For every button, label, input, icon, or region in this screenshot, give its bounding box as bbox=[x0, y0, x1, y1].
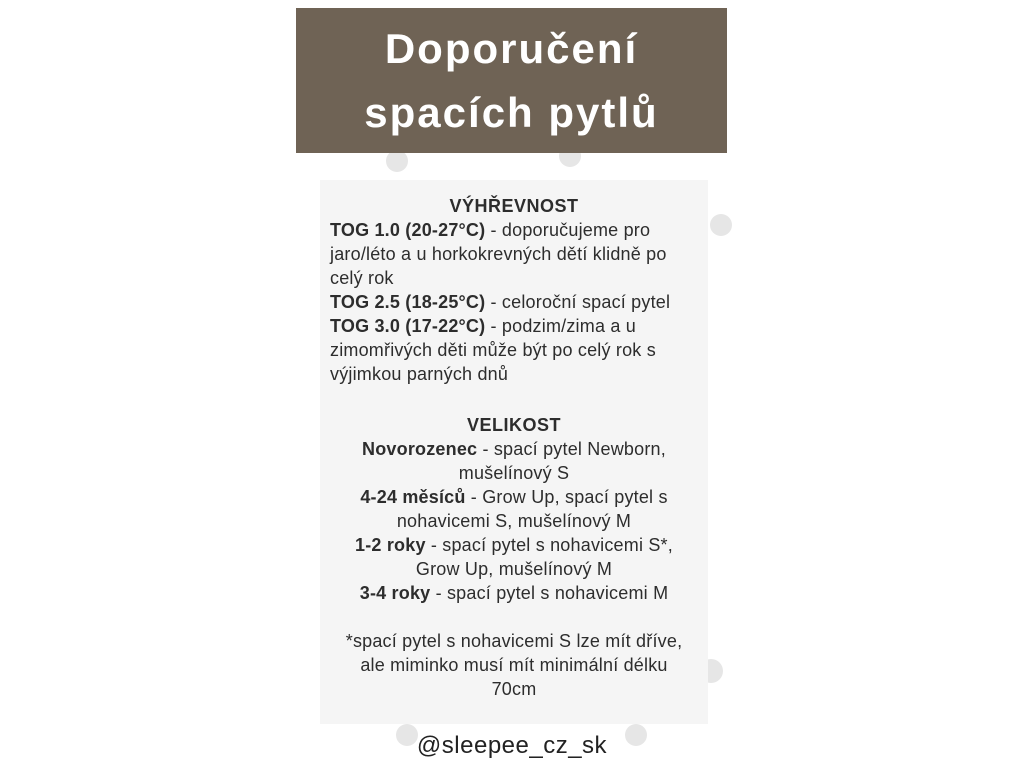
background-dot bbox=[710, 214, 732, 236]
title-line-1: Doporučení bbox=[384, 24, 639, 72]
section-velikost bbox=[330, 413, 698, 605]
text-line: TOG 3.0 (17-22°C) - podzim/zima a u bbox=[330, 316, 636, 336]
footnote-line: *spací pytel s nohavicemi S lze mít dříve, bbox=[345, 631, 683, 651]
text-line: celý rok bbox=[330, 268, 394, 288]
title-banner bbox=[296, 8, 727, 153]
text-line: jaro/léto a u horkokrevných dětí klidně po bbox=[330, 244, 667, 264]
title-line-2: spacích pytlů bbox=[364, 88, 659, 136]
instagram-handle: @sleepee_cz_sk bbox=[416, 732, 608, 759]
section-heading: VELIKOST bbox=[466, 415, 561, 435]
text-line: 3-4 roky - spací pytel s nohavicemi M bbox=[359, 583, 669, 603]
footnote bbox=[330, 629, 698, 701]
footnote-line: 70cm bbox=[491, 679, 537, 699]
text-line: zimomřivých děti může být po celý rok s bbox=[330, 340, 656, 360]
text-line: 1-2 roky - spací pytel s nohavicemi S*, bbox=[355, 535, 673, 555]
text-line: Grow Up, mušelínový M bbox=[415, 559, 613, 579]
text-line: TOG 2.5 (18-25°C) - celoroční spací pytel bbox=[330, 292, 671, 312]
text-line: mušelínový S bbox=[458, 463, 570, 483]
text-line: 4-24 měsíců - Grow Up, spací pytel s bbox=[360, 487, 668, 507]
info-panel bbox=[320, 180, 708, 724]
section-výhřevnost bbox=[330, 194, 698, 386]
footnote-line: ale miminko musí mít minimální délku bbox=[360, 655, 668, 675]
background-dot bbox=[386, 150, 408, 172]
text-line: TOG 1.0 (20-27°C) - doporučujeme pro bbox=[330, 220, 651, 240]
section-heading: VÝHŘEVNOST bbox=[449, 196, 579, 216]
text-line: nohavicemi S, mušelínový M bbox=[396, 511, 632, 531]
text-line: výjimkou parných dnů bbox=[330, 364, 509, 384]
text-line: Novorozenec - spací pytel Newborn, bbox=[362, 439, 666, 459]
